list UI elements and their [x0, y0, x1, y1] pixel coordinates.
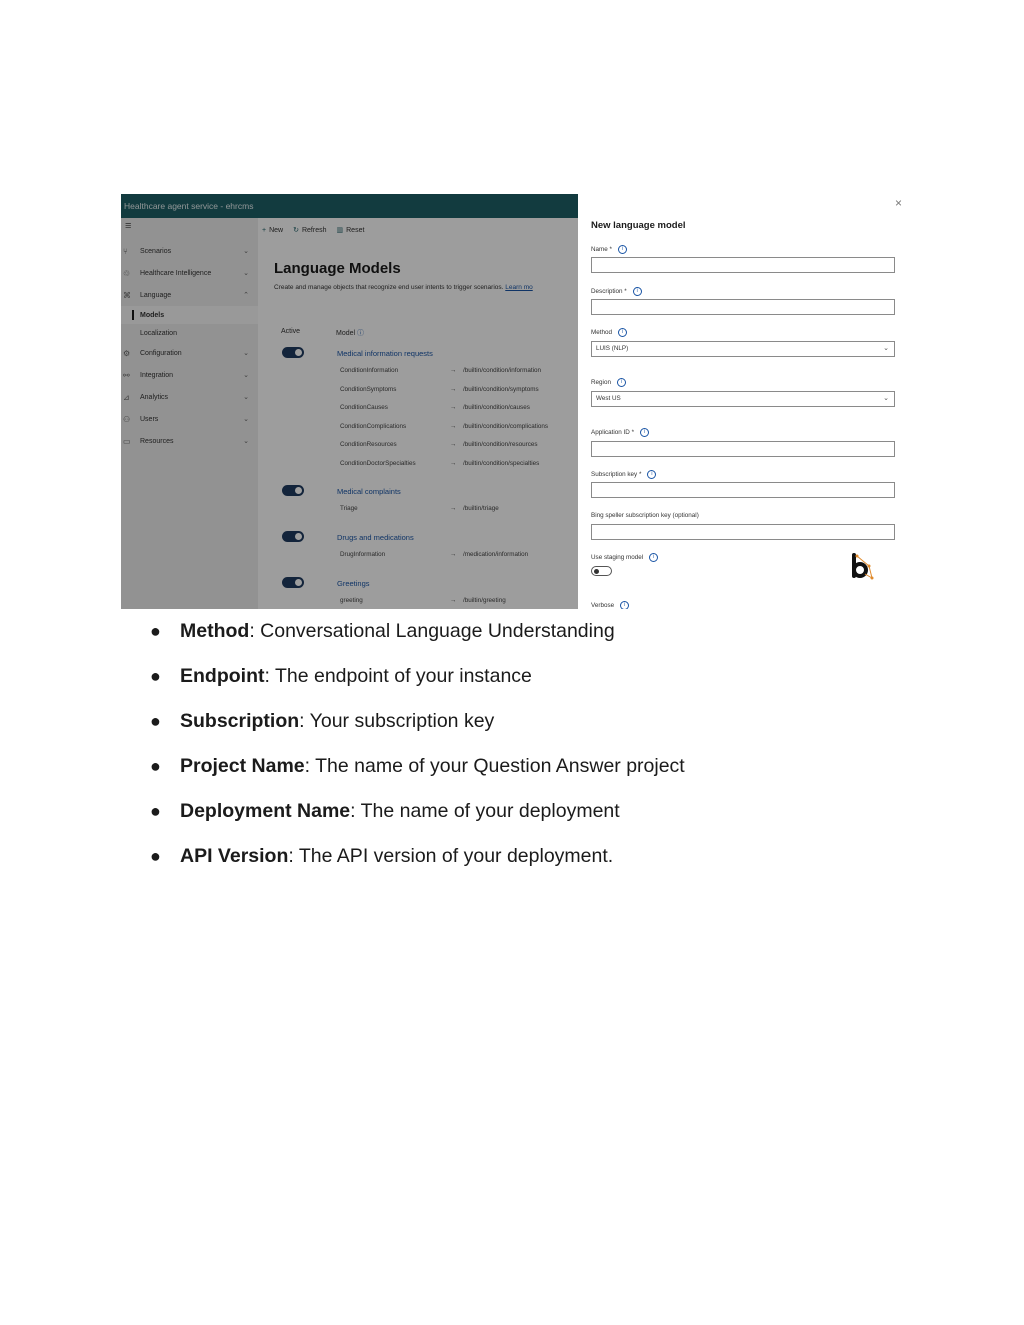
bullet-dot: ●	[150, 621, 161, 641]
arrow-right-icon: →	[450, 404, 457, 411]
sidebar-item-label: Scenarios	[140, 247, 172, 255]
info-icon: i	[618, 328, 627, 337]
sidebar-item-label: Configuration	[140, 349, 182, 357]
intent-name: Triage	[340, 505, 358, 512]
bullet-item	[150, 754, 685, 799]
chevron-down-icon: ⌄	[243, 270, 249, 277]
info-icon: i	[633, 287, 642, 296]
app-title: Healthcare agent service - ehrcms	[121, 194, 578, 218]
intent-path: /builtin/condition/resources	[463, 441, 538, 448]
arrow-right-icon: →	[450, 505, 457, 512]
chevron-down-icon: ⌄	[243, 438, 249, 445]
sidebar-item-label: Healthcare Intelligence	[140, 269, 212, 277]
intent-path: /builtin/condition/symptoms	[463, 385, 539, 393]
refresh-button[interactable]: ↻ Refresh	[293, 227, 327, 234]
bullet-term: Endpoint	[180, 665, 265, 687]
staging-label: Use staging model i	[591, 553, 658, 562]
info-icon: i	[640, 428, 649, 437]
resources-icon: ▭	[123, 436, 131, 446]
bullet-text: : The name of your Question Answer project	[304, 755, 685, 777]
info-icon: i	[647, 470, 656, 479]
subscription-key-label: Subscription key * i	[591, 470, 656, 479]
model-group-name[interactable]: Medical information requests	[337, 349, 433, 358]
chevron-down-icon: ⌄	[243, 394, 249, 401]
bullet-text: : Your subscription key	[299, 710, 495, 732]
panel-title: New language model	[591, 220, 686, 231]
trash-icon: ▥	[336, 227, 344, 234]
bullet-dot: ●	[150, 711, 161, 731]
intent-path: /builtin/greeting	[463, 597, 506, 604]
model-group-name[interactable]: Greetings	[337, 579, 370, 588]
sidebar-item-label: Resources	[140, 437, 174, 445]
app-window	[121, 194, 578, 609]
sidebar-item-label: Language	[140, 291, 172, 299]
bullet-text: : The endpoint of your instance	[264, 665, 532, 687]
info-icon: i	[620, 601, 629, 609]
arrow-right-icon: →	[450, 459, 457, 467]
chevron-down-icon: ⌄	[243, 372, 249, 379]
close-icon[interactable]: ×	[894, 196, 902, 210]
arrow-right-icon: →	[450, 551, 457, 558]
configuration-icon: ⚙	[123, 348, 131, 358]
screenshot-figure	[121, 194, 911, 609]
reset-button[interactable]: ▥ Reset	[336, 227, 365, 234]
intent-path: /medication/information	[463, 551, 529, 558]
new-button[interactable]: + New	[262, 226, 284, 234]
bullet-dot: ●	[150, 846, 161, 866]
name-field[interactable]	[591, 257, 895, 273]
bullet-item	[150, 844, 685, 889]
language-icon: ⌘	[123, 290, 131, 300]
info-icon: ⓘ	[357, 330, 365, 337]
arrow-right-icon: →	[450, 597, 457, 604]
application-id-label: Application ID * i	[591, 428, 649, 437]
region-select[interactable]: West US ⌄	[591, 391, 895, 407]
chevron-down-icon: ⌄	[883, 395, 889, 402]
intent-path: /builtin/condition/complications	[463, 422, 549, 430]
column-header-active: Active	[281, 328, 301, 335]
learn-more-link[interactable]: Learn mo	[505, 284, 533, 291]
arrow-right-icon: →	[450, 367, 457, 374]
arrow-right-icon: →	[450, 385, 457, 393]
intelligence-icon: ♲	[123, 268, 131, 278]
bing-key-label: Bing speller subscription key (optional)	[591, 512, 699, 519]
bullet-list	[150, 619, 685, 889]
sidebar-item-label: Users	[140, 415, 159, 423]
model-group-name[interactable]: Drugs and medications	[337, 533, 414, 542]
bullet-term: Project Name	[180, 755, 305, 777]
bullet-term: Deployment Name	[180, 800, 351, 822]
bullet-item	[150, 799, 685, 844]
bullet-dot: ●	[150, 756, 161, 776]
brand-logo-icon	[848, 552, 878, 582]
bullet-text: : The name of your deployment	[350, 800, 620, 822]
arrow-right-icon: →	[450, 441, 457, 448]
intent-name: ConditionInformation	[340, 367, 399, 374]
region-label: Region i	[591, 378, 626, 387]
bullet-term: API Version	[180, 845, 289, 867]
bullet-text: : Conversational Language Understanding	[249, 620, 615, 642]
integration-icon: ⚯	[123, 370, 130, 380]
description-field[interactable]	[591, 299, 895, 315]
page-description: Create and manage objects that recognize end user intents to trigger scenarios. Learn mo	[274, 284, 533, 291]
verbose-label: Verbose i	[591, 601, 629, 609]
info-icon: i	[649, 553, 658, 562]
chevron-down-icon: ⌄	[243, 350, 249, 357]
new-language-model-panel	[578, 194, 911, 609]
bullet-term: Subscription	[180, 710, 300, 732]
staging-toggle[interactable]	[591, 566, 612, 576]
intent-path: /builtin/condition/causes	[463, 404, 530, 411]
scenarios-icon: ⑂	[123, 246, 128, 256]
method-label: Method i	[591, 328, 627, 337]
sidebar-subitem-models[interactable]: Models	[121, 306, 258, 324]
modal-overlay	[121, 194, 578, 609]
name-label: Name * i	[591, 245, 627, 254]
bullet-item	[150, 664, 685, 709]
plus-icon: +	[262, 226, 267, 234]
bullet-dot: ●	[150, 801, 161, 821]
users-icon: ⚇	[123, 414, 131, 424]
intent-name: DrugInformation	[340, 551, 386, 558]
description-label: Description * i	[591, 287, 642, 296]
chevron-down-icon: ⌄	[883, 345, 889, 352]
intent-path: /builtin/condition/specialties	[463, 459, 540, 467]
info-icon: i	[618, 245, 627, 254]
intent-name: ConditionComplications	[340, 422, 407, 430]
intent-name: ConditionSymptoms	[340, 385, 397, 393]
menu-icon[interactable]: ≡	[125, 220, 132, 232]
column-header-model: Model ⓘ	[336, 330, 365, 337]
bing-key-field[interactable]	[591, 524, 895, 540]
bullet-item	[150, 619, 685, 664]
intent-name: ConditionCauses	[340, 404, 388, 411]
info-icon: i	[617, 378, 626, 387]
subscription-key-field[interactable]	[591, 482, 895, 498]
page-title: Language Models	[274, 260, 401, 277]
model-group-name[interactable]: Medical complaints	[337, 487, 401, 496]
chevron-down-icon: ⌄	[243, 416, 249, 423]
sidebar-item-label: Analytics	[140, 393, 169, 401]
chevron-down-icon: ⌄	[243, 248, 249, 255]
intent-name: greeting	[340, 597, 363, 604]
sidebar-subitem-localization[interactable]: Localization	[140, 329, 177, 337]
bullet-dot: ●	[150, 666, 161, 686]
refresh-icon: ↻	[293, 227, 299, 234]
chevron-up-icon: ⌃	[243, 292, 249, 299]
intent-name: ConditionDoctorSpecialties	[340, 459, 416, 467]
bullet-text: : The API version of your deployment.	[288, 845, 614, 867]
intent-path: /builtin/triage	[463, 505, 499, 512]
application-id-field[interactable]	[591, 441, 895, 457]
analytics-icon: ⊿	[123, 392, 130, 402]
sidebar-item-label: Integration	[140, 371, 174, 379]
intent-path: /builtin/condition/information	[463, 367, 542, 374]
intent-name: ConditionResources	[340, 441, 397, 448]
method-select[interactable]: LUIS (NLP) ⌄	[591, 341, 895, 357]
arrow-right-icon: →	[450, 422, 457, 430]
bullet-term: Method	[180, 620, 250, 642]
bullet-item	[150, 709, 685, 754]
